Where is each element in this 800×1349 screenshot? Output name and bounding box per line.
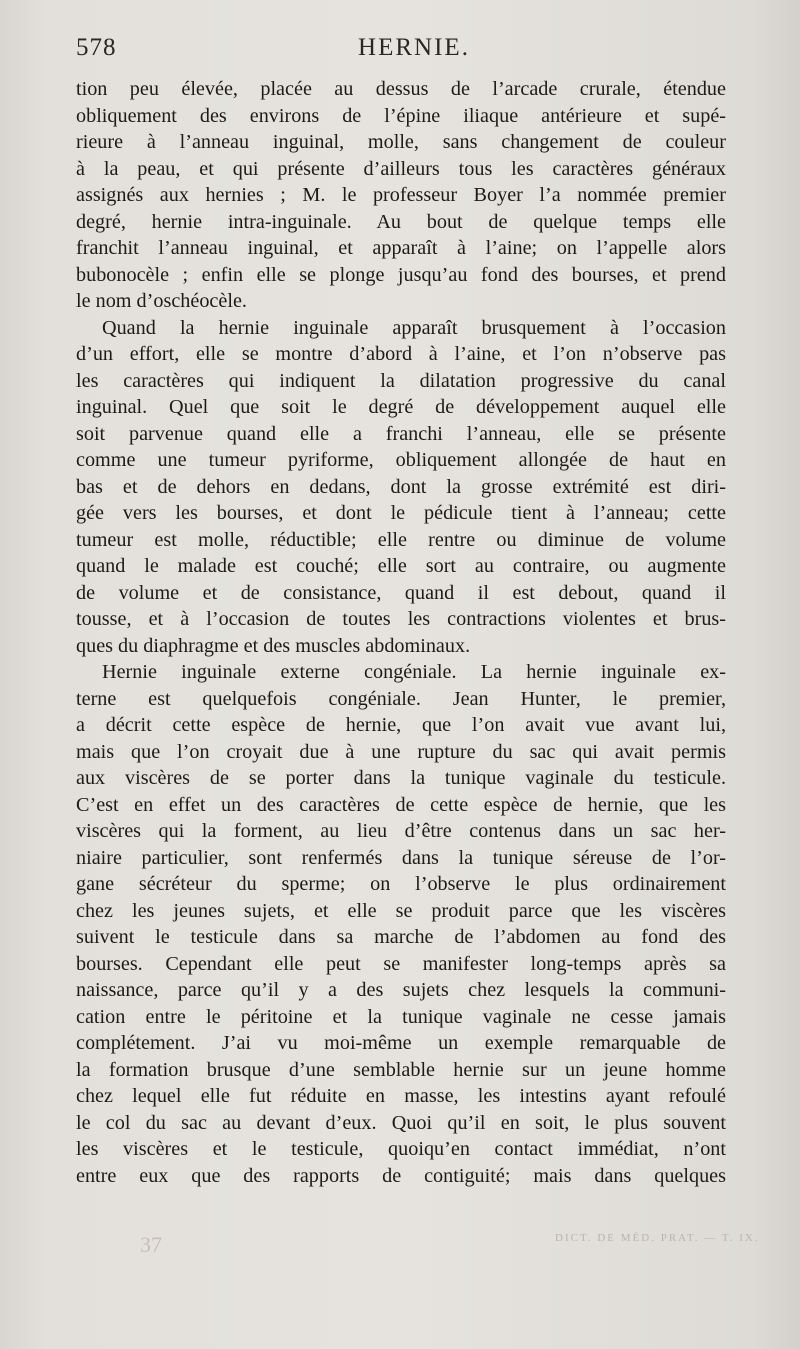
text-line: les caractères qui indiquent la dilatation progressive du canal (76, 369, 726, 392)
text-line: viscères qui la forment, au lieu d’être contenus dans un sac her- (76, 820, 726, 842)
signature-number: 37 (140, 1232, 162, 1257)
text-line: le col du sac au devant d’eux. Quoi qu’il en soit, le plus souvent (76, 1111, 726, 1134)
page-number: 578 (76, 34, 117, 61)
text-line: à la peau, et qui présente d’ailleurs tous les caractères généraux (76, 157, 726, 180)
text-line: quand le malade est couché; elle sort au contraire, ou augmente (76, 555, 726, 577)
text-line: d’un effort, elle se montre d’abord à l’aine, et l’on n’observe pas (76, 343, 726, 365)
text-line: rieure à l’anneau inguinal, molle, sans changement de couleur (76, 131, 726, 153)
text-line: naissance, parce qu’il y a des sujets chez lesquels la communi- (76, 979, 726, 1001)
text-line: comme une tumeur pyriforme, obliquement allongée de haut en (76, 449, 726, 471)
text-line: aux viscères de se porter dans la tunique vaginale du testicule. (76, 767, 726, 789)
body-text (76, 76, 726, 1189)
text-line: a décrit cette espèce de hernie, que l’on avait vue avant lui, (76, 714, 726, 736)
text-line: chez lequel elle fut réduite en masse, les intestins ayant refoulé (76, 1085, 726, 1107)
text-line: C’est en effet un des caractères de cette espèce de hernie, que les (76, 793, 726, 816)
text-line: complétement. J’ai vu moi-même un exemple remarquable de (76, 1032, 726, 1054)
text-line: franchit l’anneau inguinal, et apparaît à l’aine; on l’appelle alors (76, 237, 726, 259)
text-line: mais que l’on croyait due à une rupture du sac qui avait permis (76, 740, 726, 763)
text-line: assignés aux hernies ; M. le professeur Boyer l’a nommée premier (76, 184, 726, 206)
text-line: soit parvenue quand elle a franchi l’anneau, elle se présente (76, 422, 726, 445)
text-line: bourses. Cependant elle peut se manifester long-temps après sa (76, 952, 726, 975)
text-line: cation entre le péritoine et la tunique vaginale ne cesse jamais (76, 1005, 726, 1028)
text-line: tion peu élevée, placée au dessus de l’arcade crurale, étendue (76, 78, 726, 100)
text-line: bubonocèle ; enfin elle se plonge jusqu’au fond des bourses, et prend (76, 263, 726, 286)
text-line: tumeur est molle, réductible; elle rentre ou diminue de volume (76, 528, 726, 551)
text-line: ques du diaphragme et des muscles abdominaux. (76, 634, 471, 657)
text-line: de volume et de consistance, quand il est debout, quand il (76, 581, 726, 604)
text-line: degré, hernie intra-inguinale. Au bout de quelque temps elle (76, 210, 726, 233)
text-line: bas et de dehors en dedans, dont la grosse extrémité est diri- (76, 475, 726, 498)
signature-mark: DICT. DE MÉD. PRAT. — T. IX. (555, 1232, 760, 1244)
text-line: les viscères et le testicule, quoiqu’en contact immédiat, n’ont (76, 1138, 726, 1160)
text-line: Quand la hernie inguinale apparaît brusquement à l’occasion (102, 316, 726, 339)
text-line: niaire particulier, sont renfermés dans la tunique séreuse de l’or- (76, 846, 726, 869)
text-line: chez les jeunes sujets, et elle se produit parce que les viscères (76, 899, 726, 922)
text-line: Hernie inguinale externe congéniale. La hernie inguinale ex- (102, 661, 726, 683)
text-line: tousse, et à l’occasion de toutes les contractions violentes et brus- (76, 608, 726, 630)
text-line: gane sécréteur du sperme; on l’observe le plus ordinairement (76, 873, 726, 895)
text-line: suivent le testicule dans sa marche de l’abdomen au fond des (76, 926, 726, 948)
text-line: inguinal. Quel que soit le degré de développement auquel elle (76, 396, 726, 418)
running-title: HERNIE. (358, 34, 470, 61)
text-line: terne est quelquefois congéniale. Jean Hunter, le premier, (76, 687, 726, 710)
page-header (76, 34, 752, 66)
text-line: le nom d’oschéocèle. (76, 290, 247, 312)
text-line: gée vers les bourses, et dont le pédicule tient à l’anneau; cette (76, 502, 726, 524)
text-line: obliquement des environs de l’épine iliaque antérieure et supé- (76, 104, 726, 127)
text-line: la formation brusque d’une semblable hernie sur un jeune homme (76, 1058, 726, 1081)
text-line: entre eux que des rapports de contiguité; mais dans quelques (76, 1164, 726, 1187)
